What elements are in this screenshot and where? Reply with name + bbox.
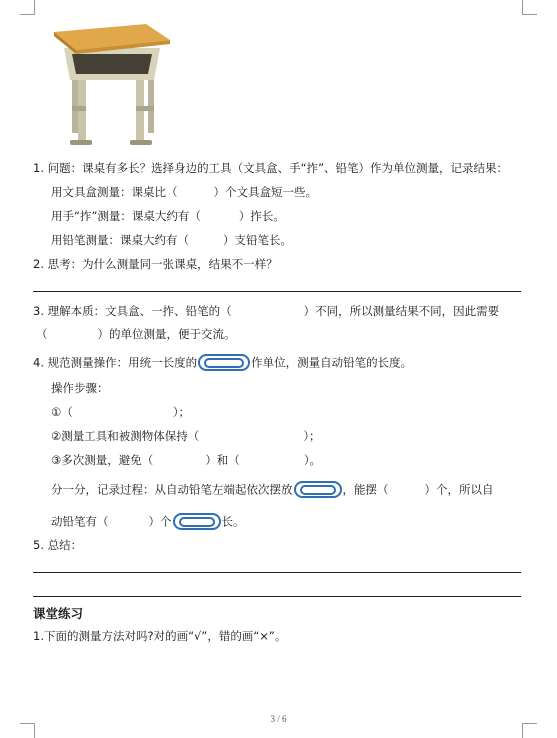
step-1-suffix: ）； xyxy=(172,405,191,419)
question-1-prompt: 1. 问题：课桌有多长？选择身边的工具（文具盒、手“拃”、铅笔）作为单位测量，记录结果： xyxy=(33,161,509,175)
question-1a-suffix: ）个文具盒短一些。 xyxy=(213,185,317,199)
question-4-prefix: 4. 规范测量操作：用统一长度的 xyxy=(33,355,198,370)
question-2-prompt: 2. 思考：为什么测量同一张课桌，结果不一样？ xyxy=(33,257,278,271)
crop-mark-bottom-left xyxy=(20,723,35,738)
desk-illustration xyxy=(50,18,170,148)
crop-mark-top-right xyxy=(522,0,537,15)
record-line-2-prefix: 动铅笔有（ xyxy=(51,514,109,529)
section-heading-practice: 课堂练习 xyxy=(33,606,84,621)
record-line-1-prefix: 分一分，记录过程：从自动铅笔左端起依次摆放 xyxy=(51,482,293,497)
record-line-2-suffix: 长。 xyxy=(221,514,245,529)
step-1-prefix: ①（ xyxy=(51,405,73,419)
question-3-suffix: ）不同，所以测量结果不同，因此需要 xyxy=(303,304,500,318)
answer-line-q5-2[interactable] xyxy=(33,596,521,597)
question-1b-suffix: ）拃长。 xyxy=(238,209,285,223)
step-2-prefix: ②测量工具和被测物体保持（ xyxy=(51,429,200,443)
record-line-2-middle: ）个 xyxy=(148,514,172,529)
question-3-line2-suffix: ）的单位测量，便于交流。 xyxy=(97,327,236,341)
question-1a xyxy=(51,184,317,200)
step-3-middle: ）和（ xyxy=(205,453,240,467)
crop-mark-bottom-right xyxy=(522,723,537,738)
question-1c-prefix: 用铅笔测量：课桌大约有（ xyxy=(51,233,189,247)
answer-line-q2[interactable] xyxy=(33,291,521,292)
question-3-line-2 xyxy=(36,326,236,342)
steps-label: 操作步骤： xyxy=(51,381,109,395)
question-3-line2-prefix: （ xyxy=(36,327,48,341)
paper-clip-icon xyxy=(293,479,343,501)
step-3-prefix: ③多次测量，避免（ xyxy=(51,453,154,467)
question-1c xyxy=(51,232,292,248)
step-3 xyxy=(51,452,321,468)
question-3-prefix: 3. 理解本质：文具盒、一拃、铅笔的（ xyxy=(33,304,232,318)
paper-clip-icon xyxy=(172,511,222,533)
question-1b-prefix: 用手“拃”测量：课桌大约有（ xyxy=(51,209,201,223)
record-line-1-suffix: ）个，所以自 xyxy=(424,482,494,497)
question-5-prompt: 5. 总结： xyxy=(33,538,83,552)
crop-mark-top-left xyxy=(20,0,35,15)
question-1c-suffix: ）支铅笔长。 xyxy=(223,233,292,247)
paper-clip-icon xyxy=(197,352,251,374)
practice-item-1: 1.下面的测量方法对吗?对的画“√”，错的画“×”。 xyxy=(33,629,287,643)
record-line-2 xyxy=(51,511,245,533)
answer-line-q5-1[interactable] xyxy=(33,572,521,573)
record-line-1-middle: ，能摆（ xyxy=(342,482,389,497)
step-1 xyxy=(51,404,190,420)
question-1a-prefix: 用文具盒测量：课桌比（ xyxy=(51,185,178,199)
question-1b xyxy=(51,208,285,224)
record-line-1 xyxy=(51,479,494,501)
question-4-line-1 xyxy=(33,352,412,374)
step-2-suffix: ）； xyxy=(303,429,321,443)
question-4-suffix: 作单位，测量自动铅笔的长度。 xyxy=(251,355,413,370)
question-3-line-1 xyxy=(33,303,499,319)
step-2 xyxy=(51,428,321,444)
page-number: 3 / 6 xyxy=(270,714,287,724)
step-3-suffix: ）。 xyxy=(303,453,322,467)
